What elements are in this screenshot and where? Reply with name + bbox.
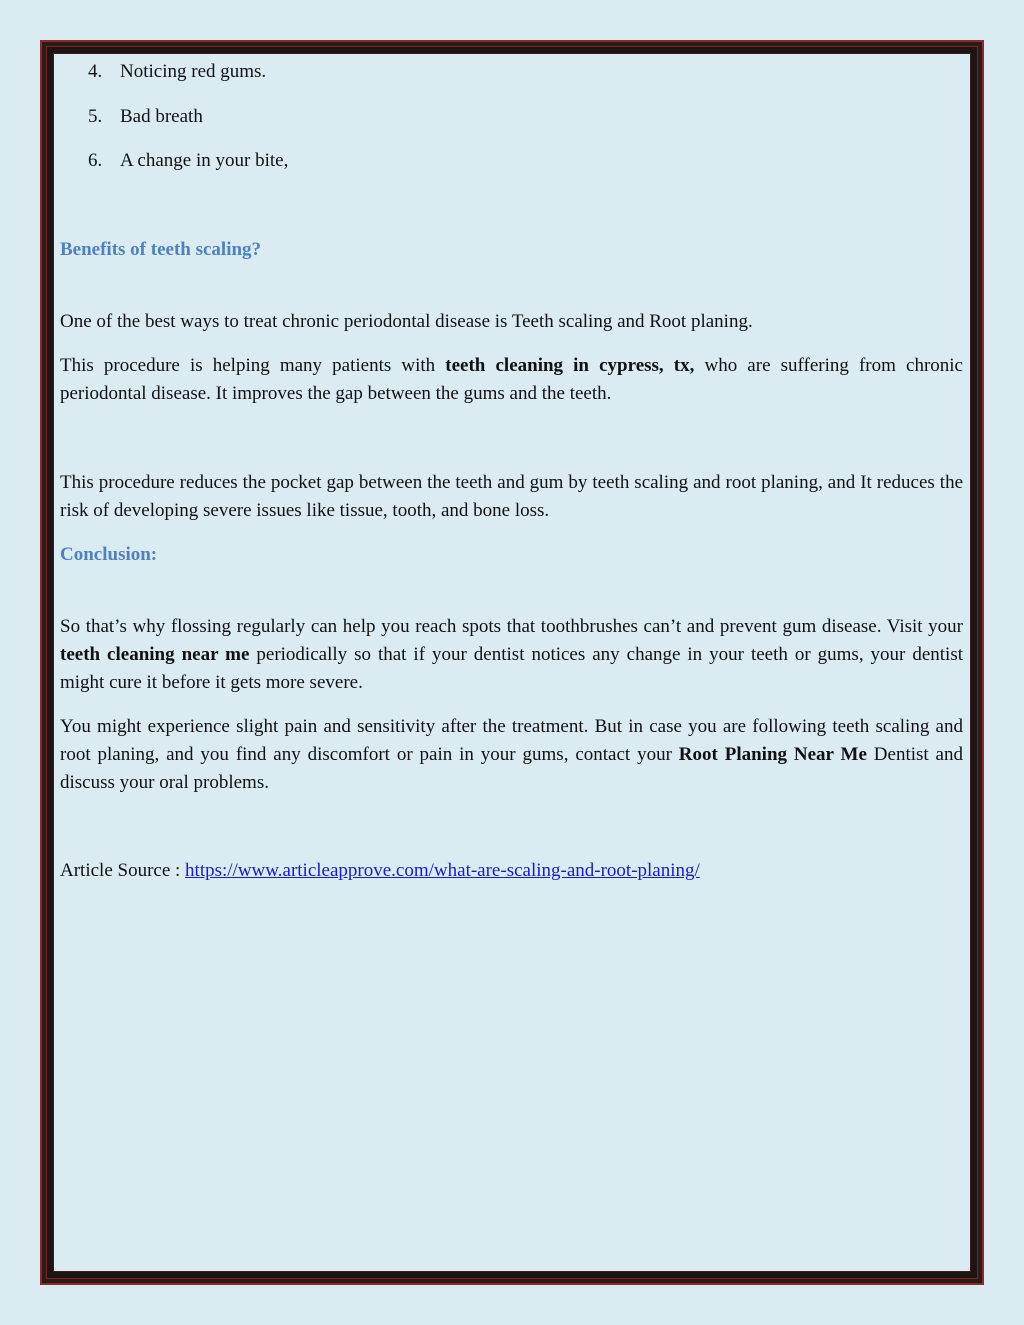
conclusion-paragraph-1 [60,613,963,697]
keyword-teeth-cleaning-near-me: teeth cleaning near me [60,644,250,665]
list-text: Noticing red gums. [120,61,267,82]
article-source-label: Article Source : [60,860,186,881]
benefits-heading: Benefits of teeth scaling? [60,239,262,260]
list-text: Bad breath [120,105,203,127]
benefits-paragraph-3: This procedure reduces the pocket gap between the teeth and gum by teeth scaling and root planing, and It reduces the risk of developing severe issues like tissue, tooth, and bone loss. [60,472,963,521]
article-source [60,857,963,885]
benefits-paragraph-2 [60,352,963,408]
keyword-teeth-cleaning-cypress: teeth cleaning in cypress, tx, [445,355,695,376]
list-text: A change in your bite, [120,150,289,171]
text-run: who are suffering from chronic periodontal disease. It improves the gap between the gums and the teeth. [60,355,963,404]
article-source-link[interactable]: https://www.articleapprove.com/what-are-scaling-and-root-planing/ [185,860,700,881]
keyword-root-planing-near-me: Root Planing Near Me [678,744,867,765]
conclusion-paragraph-2 [60,713,963,797]
text-run: This procedure is helping many patients with [60,355,446,376]
list-item [88,103,288,148]
text-run: So that’s why flossing regularly can help you reach spots that toothbrushes can’t and prevent gum disease. Visit your [60,616,963,637]
text-run: You might experience slight pain and sensitivity after the treatment. But in case you are following teeth scaling and root planing, and you find any discomfort or pain in your gums, contact your [60,716,963,765]
list-number: 5. [88,105,103,127]
list-number: 4. [88,61,103,82]
symptom-list [88,58,288,192]
list-number: 6. [88,150,103,171]
list-item [88,147,288,192]
text-run: periodically so that if your dentist notices any change in your teeth or gums, your dentist might cure it before it gets more severe. [60,644,964,693]
benefits-paragraph-1: One of the best ways to treat chronic periodontal disease is Teeth scaling and Root planing. [60,311,753,332]
list-item [88,58,288,103]
text-run: Dentist and discuss your oral problems. [60,744,963,793]
conclusion-heading: Conclusion: [60,544,158,565]
